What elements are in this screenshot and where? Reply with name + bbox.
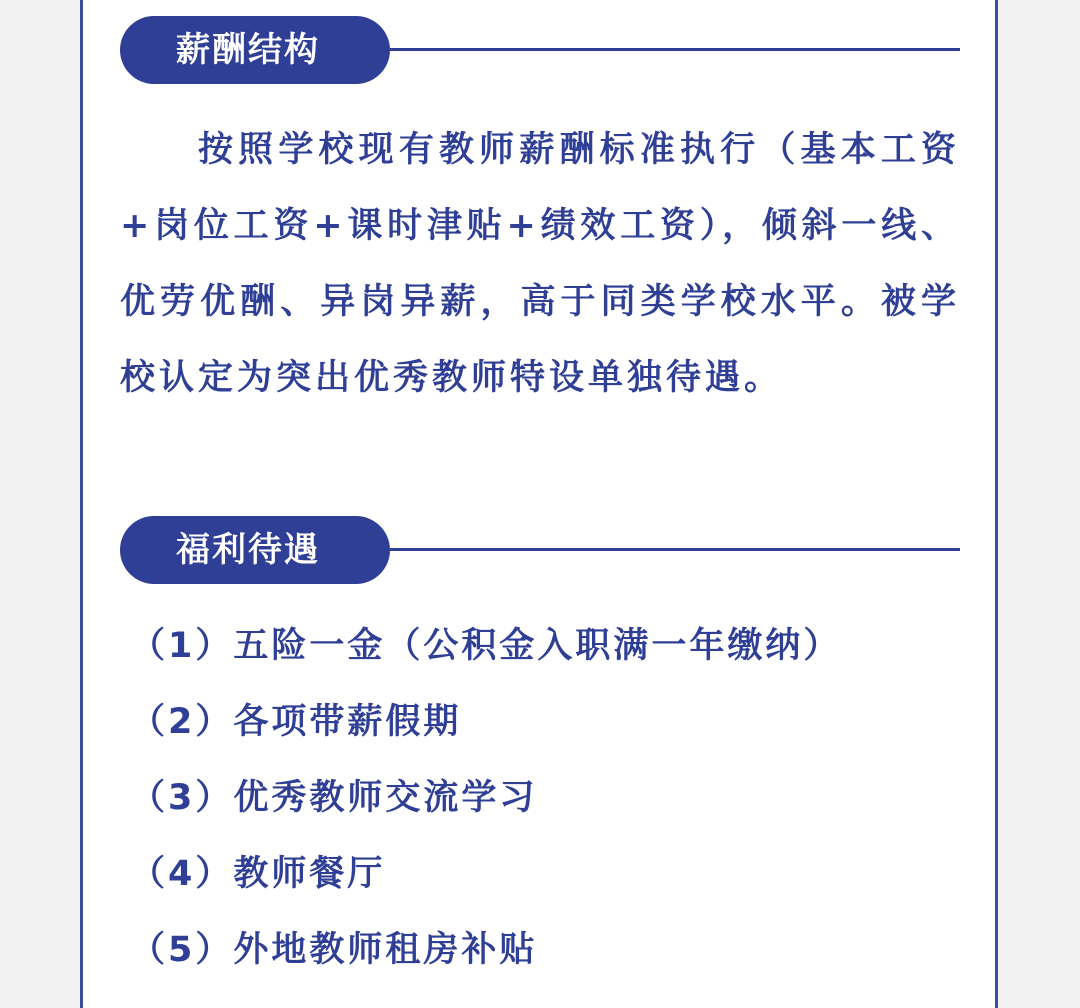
section-title-salary: 薪酬结构 [120, 16, 390, 84]
list-item: （5）外地教师租房补贴 [130, 930, 538, 970]
list-item: （3）优秀教师交流学习 [130, 778, 538, 818]
section-divider-line [390, 548, 960, 551]
list-item: （2）各项带薪假期 [130, 702, 462, 742]
section-header-salary [120, 16, 960, 84]
section-divider-line [390, 48, 960, 51]
section-header-benefits [120, 516, 960, 584]
list-item: （4）教师餐厅 [130, 854, 386, 894]
section-title-benefits: 福利待遇 [120, 516, 390, 584]
benefits-list [130, 608, 960, 988]
salary-description: 按照学校现有教师薪酬标准执行（基本工资+岗位工资+课时津贴+绩效工资），倾斜一线、优劳优酬、异岗异薪，高于同类学校水平。被学校认定为突出优秀教师特设单独待遇。 [120, 130, 960, 398]
list-item: （1）五险一金（公积金入职满一年缴纳） [130, 626, 842, 666]
